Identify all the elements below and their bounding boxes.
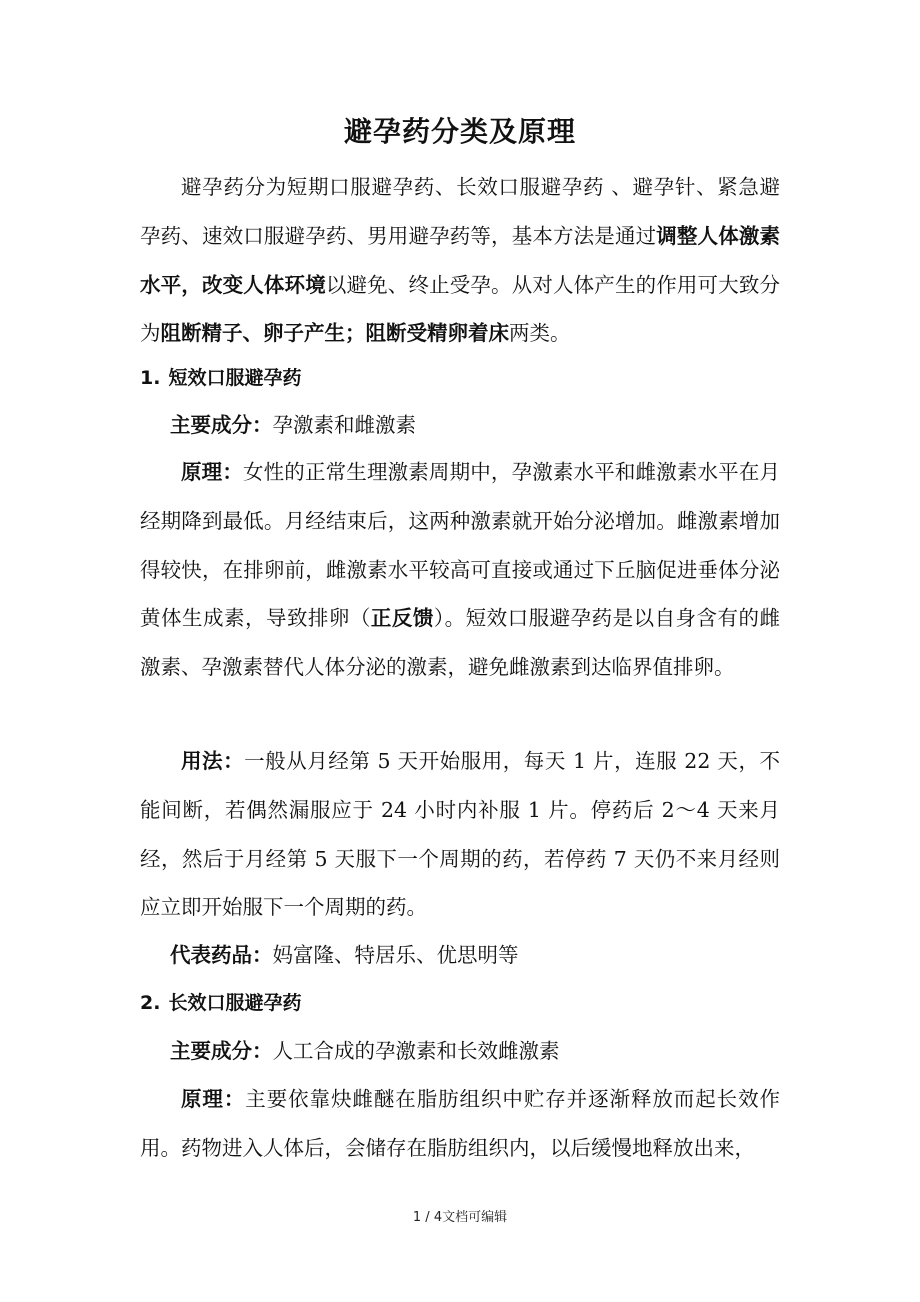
intro-text-3: 两类。 bbox=[509, 321, 571, 346]
intro-paragraph bbox=[140, 163, 780, 358]
section1-drugs-label: 代表药品： bbox=[170, 943, 273, 967]
section1-usage bbox=[140, 737, 780, 932]
section2-ingredients-label: 主要成分： bbox=[170, 1039, 273, 1063]
section2-ingredients-text: 人工合成的孕激素和长效雌激素 bbox=[272, 1039, 560, 1063]
page-footer: 1 / 4文档可编辑 bbox=[412, 1210, 508, 1225]
intro-bold-2: 阻断精子、卵子产生；阻断受精卵着床 bbox=[160, 321, 509, 346]
intro-bold-1: 调整人体激素水平，改变人体环境 bbox=[140, 223, 780, 297]
section2-principle-text: 主要依靠炔雌醚在脂肪组织中贮存并逐渐释放而起长效作用。药物进入人体后，会储存在脂肪组织内，以后缓慢地释放出来， bbox=[140, 1087, 781, 1160]
section1-principle-bold: 正反馈 bbox=[370, 606, 434, 631]
section1-ingredients bbox=[170, 410, 416, 440]
section1-number: 1. bbox=[140, 367, 161, 389]
section1-drugs-text: 妈富隆、特居乐、优思明等 bbox=[272, 943, 519, 967]
section1-heading bbox=[140, 363, 301, 393]
section2-number: 2. bbox=[140, 992, 161, 1014]
intro-text-2: 以避免、终止受孕。从对人体产生的作用可大致分为 bbox=[140, 272, 781, 346]
section2-ingredients bbox=[170, 1036, 560, 1066]
section2-principle bbox=[140, 1075, 780, 1173]
section2-principle-label: 原理： bbox=[181, 1087, 246, 1111]
section1-usage-label: 用法： bbox=[181, 749, 245, 773]
section2-heading-text: 长效口服避孕药 bbox=[168, 992, 302, 1014]
section2-heading bbox=[140, 988, 301, 1018]
section1-principle-text-1: 女性的正常生理激素周期中，孕激素水平和雌激素水平在月经期降到最低。月经结束后，这两种激素就开始分泌增加。雌激素增加得较快，在排卵前，雌激素水平较高可直接或通过下丘脑促进垂体分泌黄体生成素，导致排卵（ bbox=[140, 460, 781, 631]
section1-heading-text: 短效口服避孕药 bbox=[168, 367, 302, 389]
section1-ingredients-text: 孕激素和雌激素 bbox=[272, 413, 416, 437]
section1-principle bbox=[140, 448, 780, 692]
section1-drugs bbox=[170, 940, 519, 970]
section1-principle-text-2: ）。短效口服避孕药是以自身含有的雌激素、孕激素替代人体分泌的激素，避免雌激素到达临界值排卵。 bbox=[140, 606, 781, 680]
document-title: 避孕药分类及原理 bbox=[343, 115, 576, 148]
section1-principle-label: 原理： bbox=[181, 460, 243, 484]
intro-text-1: 避孕药分为短期口服避孕药、长效口服避孕药 、避孕针、紧急避孕药、速效口服避孕药、男用避孕药等，基本方法是通过 bbox=[140, 175, 780, 248]
section1-ingredients-label: 主要成分： bbox=[170, 413, 273, 437]
section1-usage-text: 一般从月经第 5 天开始服用，每天 1 片，连服 22 天，不能间断，若偶然漏服应于 24 小时内补服 1 片。停药后 2～4 天来月经，然后于月经第 5 天服下一个周期的药，若停药 7 天仍不来月经则应立即开始服下一个周期的药。 bbox=[140, 749, 781, 920]
